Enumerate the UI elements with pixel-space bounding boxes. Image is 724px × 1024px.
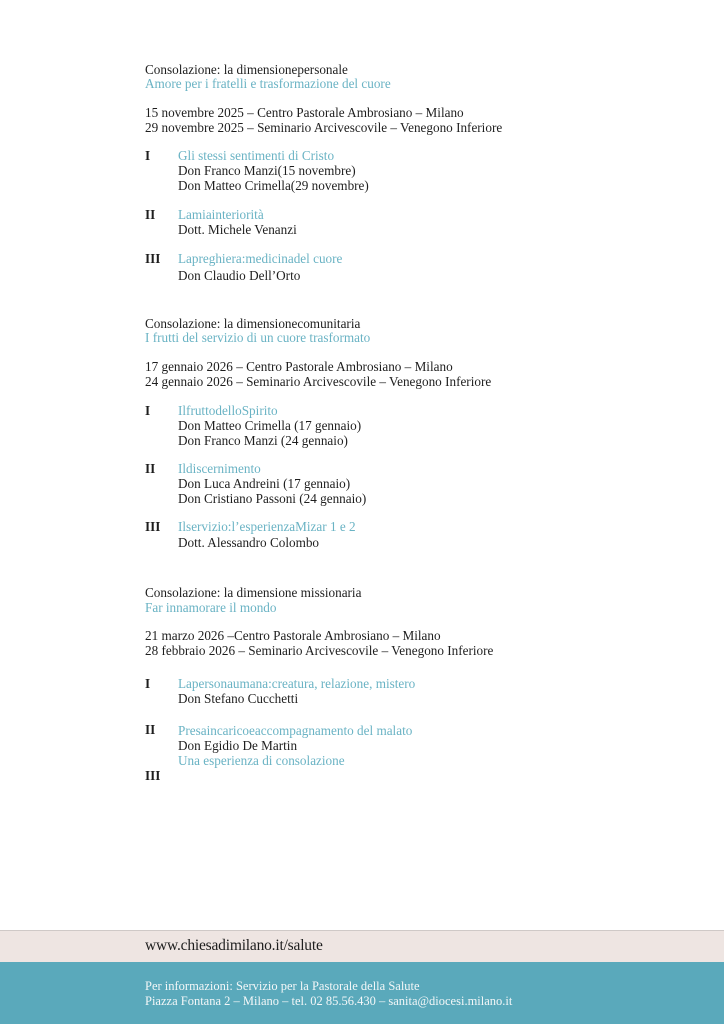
section-heading: Consolazione: la dimensionecomunitaria xyxy=(145,316,361,331)
item-speaker: Dott. Alessandro Colombo xyxy=(178,535,320,550)
section-date: 24 gennaio 2026 – Seminario Arcivescovile – Venegono Inferiore xyxy=(145,374,492,389)
item-speaker: Don Cristiano Passoni (24 gennaio) xyxy=(178,491,367,506)
footer-info-line1: Per informazioni: Servizio per la Pastorale della Salute xyxy=(145,979,420,993)
section-subtitle: Far innamorare il mondo xyxy=(145,600,277,615)
footer-url-band xyxy=(0,931,724,962)
item-title: Lapersonaumana:creatura, relazione, mistero xyxy=(178,676,416,691)
item-speaker: Don Franco Manzi (24 gennaio) xyxy=(178,433,348,448)
roman-numeral: II xyxy=(145,461,156,476)
section-heading: Consolazione: la dimensionepersonale xyxy=(145,62,348,77)
footer-info-band xyxy=(0,962,724,1024)
item-speaker: Don Matteo Crimella(29 novembre) xyxy=(178,178,369,193)
roman-numeral: III xyxy=(145,768,161,783)
footer-info-line2: Piazza Fontana 2 – Milano – tel. 02 85.56.430 – sanita@diocesi.milano.it xyxy=(145,994,513,1008)
item-title: IlfruttodelloSpirito xyxy=(178,403,278,418)
item-speaker: Don Luca Andreini (17 gennaio) xyxy=(178,476,351,491)
roman-numeral: II xyxy=(145,207,156,222)
item-title: Ildiscernimento xyxy=(178,461,261,476)
section-date: 29 novembre 2025 – Seminario Arcivescovile – Venegono Inferiore xyxy=(145,120,503,135)
item-title: Presaincaricoeaccompagnamento del malato xyxy=(178,723,413,738)
item-speaker: Don Matteo Crimella (17 gennaio) xyxy=(178,418,362,433)
roman-numeral: II xyxy=(145,722,156,737)
item-speaker: Dott. Michele Venanzi xyxy=(178,222,297,237)
item-title: Lapreghiera:medicinadel cuore xyxy=(178,251,343,266)
roman-numeral: I xyxy=(145,676,151,691)
section-date: 21 marzo 2026 –Centro Pastorale Ambrosiano – Milano xyxy=(145,628,441,643)
section-subtitle: Amore per i fratelli e trasformazione del cuore xyxy=(145,76,391,91)
item-title: Lamiainteriorità xyxy=(178,207,264,222)
section-date: 28 febbraio 2026 – Seminario Arcivescovile – Venegono Inferiore xyxy=(145,643,494,658)
roman-numeral: I xyxy=(145,403,151,418)
roman-numeral: I xyxy=(145,148,151,163)
section-subtitle: I frutti del servizio di un cuore trasformato xyxy=(145,330,371,345)
item-speaker: Don Franco Manzi(15 novembre) xyxy=(178,163,356,178)
item-speaker: Don Egidio De Martin xyxy=(178,738,298,753)
item-speaker: Don Stefano Cucchetti xyxy=(178,691,299,706)
section-date: 17 gennaio 2026 – Centro Pastorale Ambrosiano – Milano xyxy=(145,359,453,374)
item-title: Ilservizio:l’esperienzaMizar 1 e 2 xyxy=(178,519,356,534)
roman-numeral: III xyxy=(145,251,161,266)
item-extra: Una esperienza di consolazione xyxy=(178,753,345,768)
section-heading: Consolazione: la dimensione missionaria xyxy=(145,585,362,600)
section-date: 15 novembre 2025 – Centro Pastorale Ambrosiano – Milano xyxy=(145,105,464,120)
item-title: Gli stessi sentimenti di Cristo xyxy=(178,148,335,163)
item-speaker: Don Claudio Dell’Orto xyxy=(178,268,301,283)
footer-url-link[interactable]: www.chiesadimilano.it/salute xyxy=(145,937,323,954)
roman-numeral: III xyxy=(145,519,161,534)
